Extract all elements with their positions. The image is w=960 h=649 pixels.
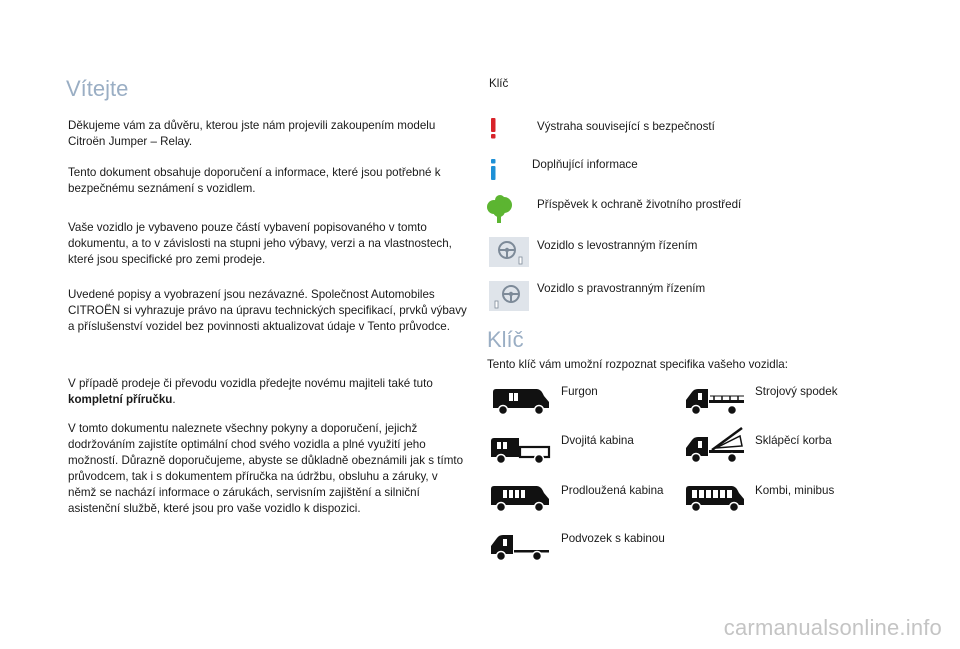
paragraph-document-info: Tento dokument obsahuje doporučení a informace, které jsou potřebné k bezpečnému seznámení s vozidlem. bbox=[68, 166, 441, 195]
minibus-label: Kombi, minibus bbox=[755, 484, 835, 497]
paragraph-instructions: V tomto dokumentu naleznete všechny pokyny a doporučení, jejichž dodržováním zajistíte optimální chod svého vozidla a plné využití jeho možností. Důrazně doporučujeme, abyste se důkladně obeznámili jak s tímto průvodcem, tak i s dokumentem příručka na údržbu, obsluhu a záruky, v němž se nachází informace o zárukách, servisním zajištění a silniční asistenční službě, které jsou pro vaše vozidlo k dispozici. bbox=[68, 422, 464, 515]
key-heading: Klíč bbox=[489, 77, 509, 90]
tipper-label: Sklápěcí korba bbox=[755, 434, 832, 447]
crew-van-label: Prodloužená kabina bbox=[561, 484, 664, 497]
paragraph-equipment: Vaše vozidlo je vybaveno pouze částí vybavení popisovaného v tomto dokumentu, a to v závislosti na stupni jeho výbavy, verzi a na vlastnostech, které jsou specifické pro zemi prodeje. bbox=[68, 221, 452, 266]
resale-text: V případě prodeje či převodu vozidla předejte novému majiteli také tuto bbox=[68, 377, 433, 390]
lhd-icon bbox=[489, 237, 529, 267]
info-icon bbox=[486, 158, 500, 180]
flatbed-icon bbox=[684, 384, 746, 416]
crew-van-icon bbox=[489, 481, 551, 513]
complete-manual-text: kompletní příručku bbox=[68, 393, 173, 406]
tree-icon bbox=[485, 195, 515, 225]
page-title: Vítejte bbox=[66, 76, 129, 101]
environment-label: Příspěvek k ochraně životního prostředí bbox=[537, 198, 742, 211]
van-label: Furgon bbox=[561, 385, 598, 398]
warning-label: Výstraha související s bezpečností bbox=[537, 120, 715, 133]
rhd-icon bbox=[489, 281, 529, 311]
double-cab-icon bbox=[489, 433, 551, 465]
vehicle-key-intro: Tento klíč vám umožní rozpoznat specifika vašeho vozidla: bbox=[487, 358, 788, 371]
paragraph-resale bbox=[68, 376, 468, 408]
paragraph-thanks: Děkujeme vám za důvěru, kterou jste nám projevili zakoupením modelu Citroën Jumper – Relay. bbox=[68, 119, 436, 148]
vehicle-key-title: Klíč bbox=[487, 327, 524, 352]
paragraph-disclaimer: Uvedené popisy a vyobrazení jsou nezávazné. Společnost Automobiles CITROËN si vyhrazuje právo na úpravu technických specifikací, prvků výbavy a příslušenství vozidel bez povinnosti aktualizovat údaje v Tento průvodce. bbox=[68, 288, 467, 333]
chassis-cab-label: Podvozek s kabinou bbox=[561, 532, 665, 545]
minibus-icon bbox=[684, 481, 746, 513]
double-cab-label: Dvojitá kabina bbox=[561, 434, 634, 447]
rhd-label: Vozidlo s pravostranným řízením bbox=[537, 282, 706, 295]
resale-period: . bbox=[172, 393, 176, 406]
warning-icon bbox=[486, 117, 500, 139]
watermark: carmanualsonline.info bbox=[723, 615, 942, 640]
flatbed-label: Strojový spodek bbox=[755, 385, 838, 398]
info-label: Doplňující informace bbox=[532, 158, 638, 171]
chassis-cab-icon bbox=[489, 530, 551, 562]
van-icon bbox=[489, 384, 551, 416]
lhd-label: Vozidlo s levostranným řízením bbox=[537, 239, 698, 252]
tipper-icon bbox=[684, 424, 746, 464]
